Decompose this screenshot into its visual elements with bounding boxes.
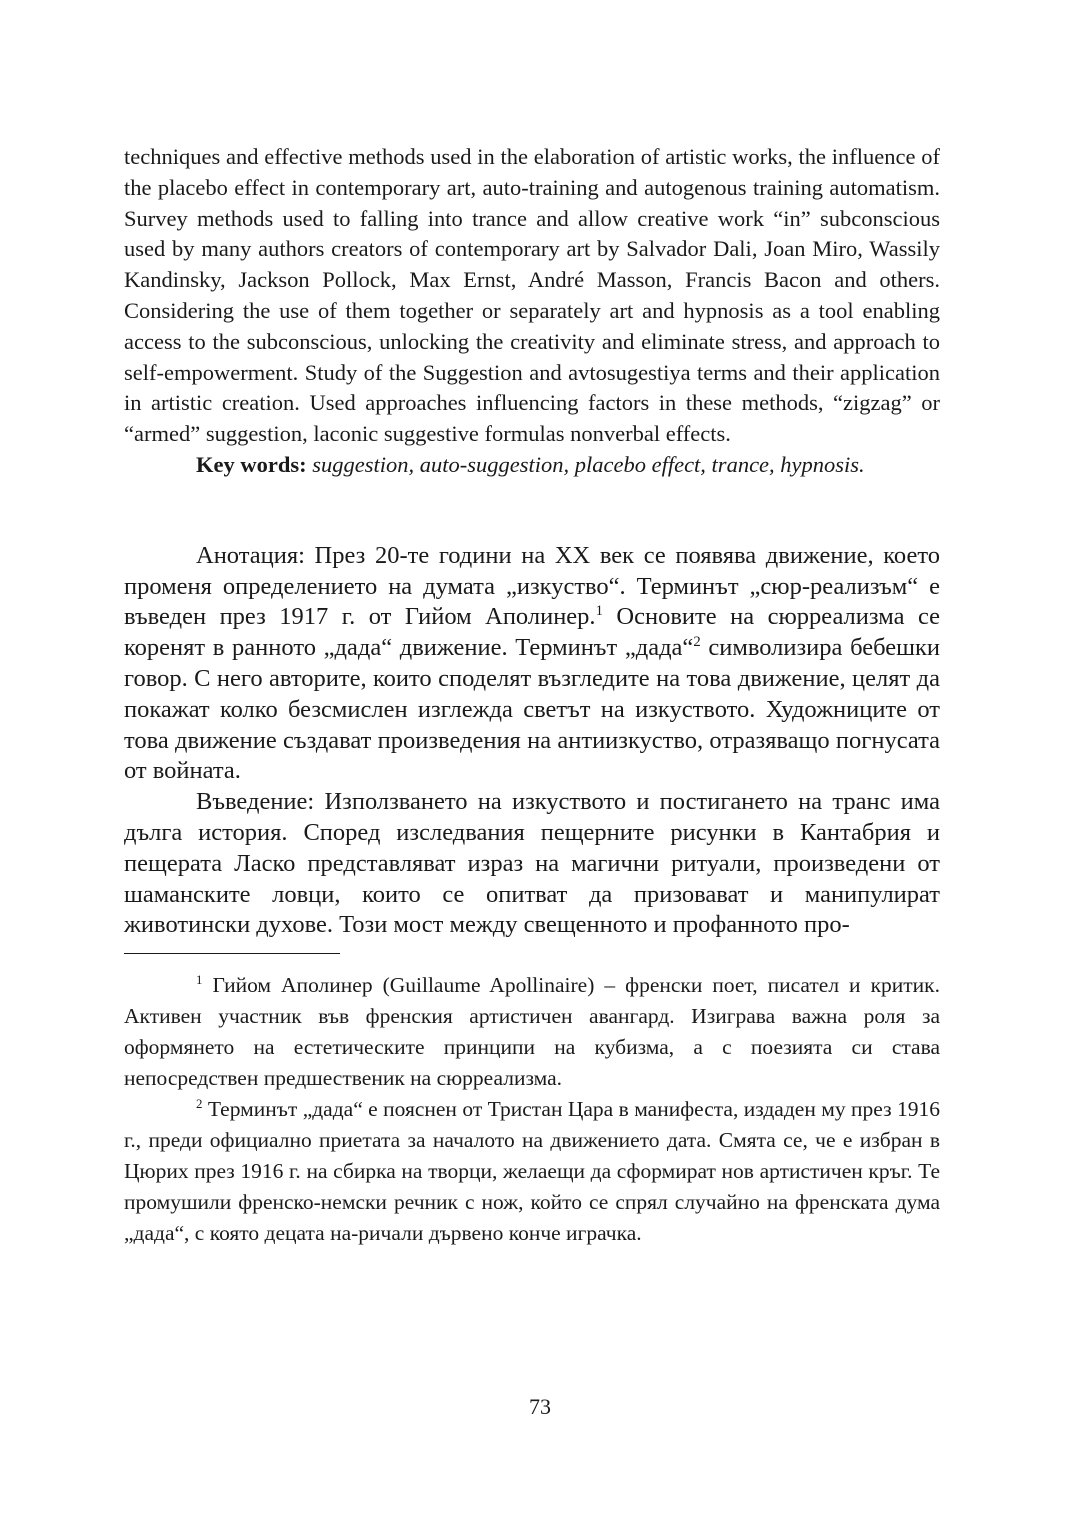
footnotes [124,970,940,1249]
footnote-1-text: Гийом Аполинер (Guillaume Apollinaire) – френски поет, писател и критик. Активен участник във френския артистичен авангард. Изиграва важна роля за оформянето на естетическите принципи на кубизма, а с поезията си става непосредствен предшественик на сюрреализма. [124,973,940,1091]
abstract-body: techniques and effective methods used in the elaboration of artistic works, the influence of the placebo effect in contemporary art, auto-training and autogenous training automatism. Survey methods used to falling into trance and allow creative work “in” subconscious used by many authors creators of contemporary art by Salvador Dali, Joan Miro, Wassily Kandinsky, Jackson Pollock, Max Ernst, André Masson, Francis Bacon and others. Considering the use of them together or separately art and hypnosis as a tool enabling access to the subconscious, unlocking the creativity and eliminate stress, and approach to self-empowerment. Study of the Suggestion and avtosugestiya terms and their application in artistic creation. Used approaches influencing factors in these methods, “zigzag” or “armed” suggestion, laconic suggestive formulas nonverbal effects. [124,144,940,447]
annotation-text-2: Основите на сюрреализма се коренят в ранното „дада“ движение. Терминът „дада“ [124,603,940,662]
footnote-separator [124,953,340,954]
bulgarian-text [124,541,940,941]
page-number: 73 [529,1394,551,1419]
footnote-1 [124,970,940,1094]
keywords-label: Key words: [196,451,307,477]
english-abstract [124,142,940,481]
annotation-paragraph [124,541,940,787]
footnote-ref-1[interactable]: 1 [595,603,603,620]
annotation-text-1: Анотация: През 20-те години на XX век се появява движение, което променя определението на думата „изкуство“. Терминът „сюр-реализъм“ е въведен през 1917 г. от Гийом Аполинер. [124,541,940,631]
keywords-list: suggestion, auto-suggestion, placebo effect, trance, hypnosis. [306,451,865,477]
footnote-marker-1: 1 [196,972,203,987]
footnote-ref-2[interactable]: 2 [693,634,701,650]
introduction-paragraph: Въведение: Използването на изкуството и постигането на транс има дълга история. Според изследвания пещерните рисунки в Кантабрия и пещерата Ласко представляват израз на магични ритуали, произведени от шаманските ловци, които се опитват да призовават и манипулират животински духове. Този мост между свещенното и профанното про- [124,788,940,939]
footnote-2 [124,1094,940,1249]
page-content [124,142,940,1249]
keywords-line [124,450,940,481]
footnote-2-text: Терминът „дада“ е пояснен от Тристан Цара в манифеста, издаден му през 1916 г., преди официално приетата за началото на движението дата. Смята се, че е избран в Цюрих през 1916 г. на сбирка на творци, желаещи да сформират нов артистичен кръг. Те промушили френско-немски речник с нож, който се спрял случайно на френската дума „дада“, с която децата на-ричали дървено конче играчка. [124,1097,940,1246]
footnote-marker-2: 2 [196,1096,203,1111]
annotation-text-3: символизира бебешки говор. С него авторите, които споделят възгледите на това движение, целят да покажат колко безсмислен изглежда светът на изкуството. Художниците от това движение създават произведения на антиизкуство, отразяващо погнусата от войната. [124,634,941,785]
